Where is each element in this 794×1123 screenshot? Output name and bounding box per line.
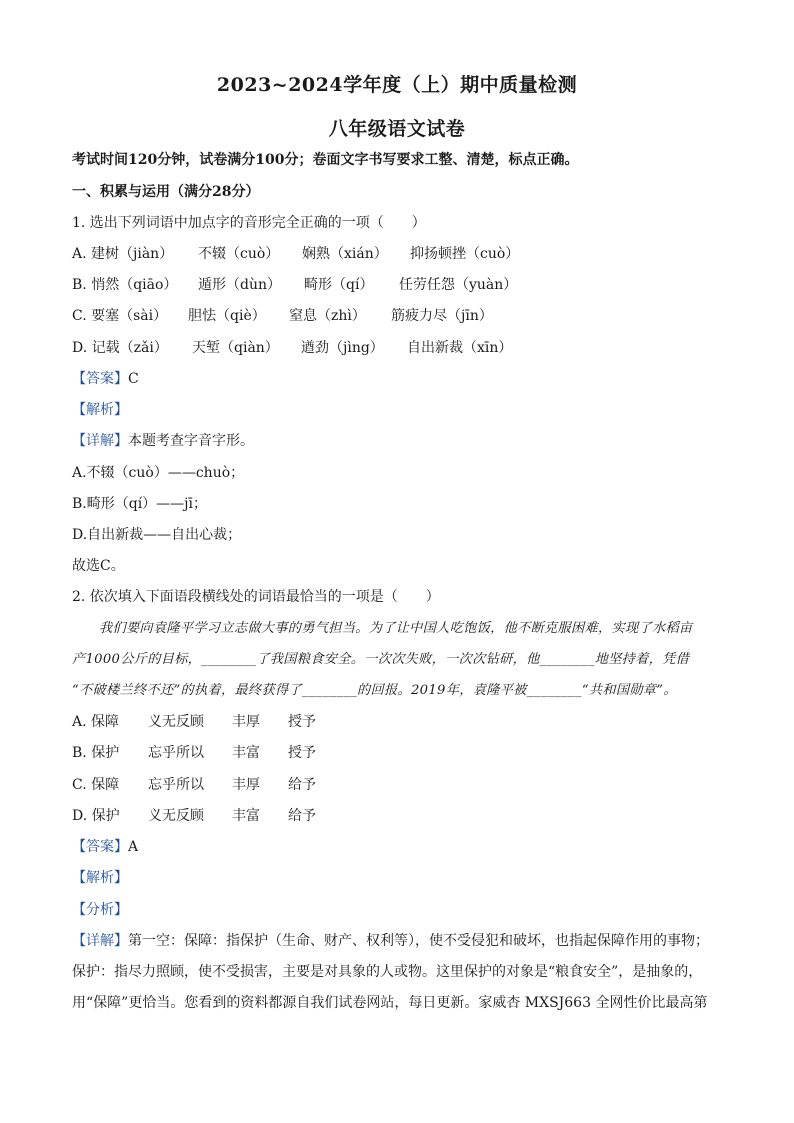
option-word: 授予 [288,745,316,761]
q2-passage-line: “不破楼兰终不还”的执着，最终获得了________的回报。2019年，袁隆平被________“共和国勋章”。 [72,683,677,698]
q2-option-b [72,743,316,763]
option-word: 胆怯（qiè） [188,308,266,324]
option-word: 丰富 [232,745,260,761]
option-word: 娴熟（xián） [302,246,388,262]
option-word: 忘乎所以 [148,777,204,793]
q1-option-a [72,244,519,264]
option-word: 不辍（cuò） [198,246,280,262]
option-word: 遁形（dùn） [198,277,281,293]
option-word: 给予 [288,777,316,793]
answer-tag: 【答案】 [72,839,128,855]
option-word: D. 保护 [72,808,120,824]
exam-subtitle: 八年级语文试卷 [328,118,466,140]
option-word: B. 保护 [72,745,120,761]
q1-answer [72,369,139,389]
option-word: C. 要塞（sài） [72,308,168,324]
answer-tag: 【答案】 [72,371,128,387]
option-word: C. 保障 [72,777,120,793]
option-word: 窒息（zhì） [289,308,366,324]
option-word: 丰厚 [232,777,260,793]
option-word: 授予 [288,714,316,730]
option-word: 遒劲（jìng） [301,340,384,356]
option-word: 义无反顾 [148,808,204,824]
q2-analysis-tag: 【解析】 [72,870,128,886]
option-word: 给予 [288,808,316,824]
option-word: 自出新裁（xīn） [407,340,513,356]
option-word: 畸形（qí） [304,277,374,293]
q1-analysis-tag: 【解析】 [72,402,128,418]
q2-detail-line [72,931,709,951]
option-word: 任劳任怨（yuàn） [399,277,518,293]
exam-title: 2023~2024学年度（上）期中质量检测 [216,74,578,96]
q1-explain-line: A.不辍（cuò）——chuò； [72,465,245,481]
q2-option-d [72,806,316,826]
option-word: 义无反顾 [148,714,204,730]
exam-notice: 考试时间120分钟，试卷满分100分；卷面文字书写要求工整、清楚，标点正确。 [72,152,579,168]
q2-option-c [72,775,316,795]
option-word: D. 记载（zǎi） [72,340,168,356]
q2-answer [72,837,138,857]
q1-option-c [72,306,493,326]
detail-text: 第一空：保障：指保护（生命、财产、权利等），使不受侵犯和破坏，也指起保障作用的事物； [128,933,709,949]
option-word: 天堑（qiàn） [192,340,279,356]
option-word: 丰富 [232,808,260,824]
detail-tag: 【详解】 [72,933,128,949]
q2-stem: 2. 依次填入下面语段横线处的词语最恰当的一项是（ ） [72,589,440,605]
answer-value: C [128,371,139,387]
option-word: A. 建树（jiàn） [72,246,174,262]
option-word: 丰厚 [232,714,260,730]
q1-explain-line: 故选C。 [72,558,125,574]
option-word: 筋疲力尽（jīn） [391,308,493,324]
section-heading: 一、积累与运用（满分28分） [72,184,260,200]
answer-value: A [128,839,139,855]
q1-option-d [72,338,512,358]
q2-detail-line: 保护：指尽力照顾，使不受损害，主要是对具象的人或物。这里保护的对象是“粮食安全”，是抽象的， [72,964,703,980]
q1-explain-line: B.畸形（qí）——jī； [72,496,207,512]
option-word: 忘乎所以 [148,745,204,761]
q1-explain-line: D.自出新裁——自出心裁； [72,527,242,543]
q2-option-a [72,712,316,732]
q1-detail [72,431,254,451]
q2-passage-line: 我们要向袁隆平学习立志做大事的勇气担当。为了让中国人吃饱饭，他不断克服困难，实现了水稻亩 [72,621,693,636]
q1-option-b [72,275,517,295]
q1-stem: 1. 选出下列词语中加点字的音形完全正确的一项（ ） [72,215,426,231]
option-word: A. 保障 [72,714,120,730]
q2-detail-line: 用“保障”更恰当。您看到的资料都源自我们试卷网站，每日更新。家威杏 MXSJ663 全网性价比最高第 [72,995,708,1011]
option-word: B. 悄然（qiāo） [72,277,178,293]
q2-fenxi-tag: 【分析】 [72,902,128,918]
option-word: 抑扬顿挫（cuò） [410,246,520,262]
detail-text: 本题考查字音字形。 [128,433,254,449]
q2-passage-line: 产1000公斤的目标，________了我国粮食安全。一次次失败，一次次钻研，他________地坚持着，凭借 [72,652,690,667]
detail-tag: 【详解】 [72,433,128,449]
